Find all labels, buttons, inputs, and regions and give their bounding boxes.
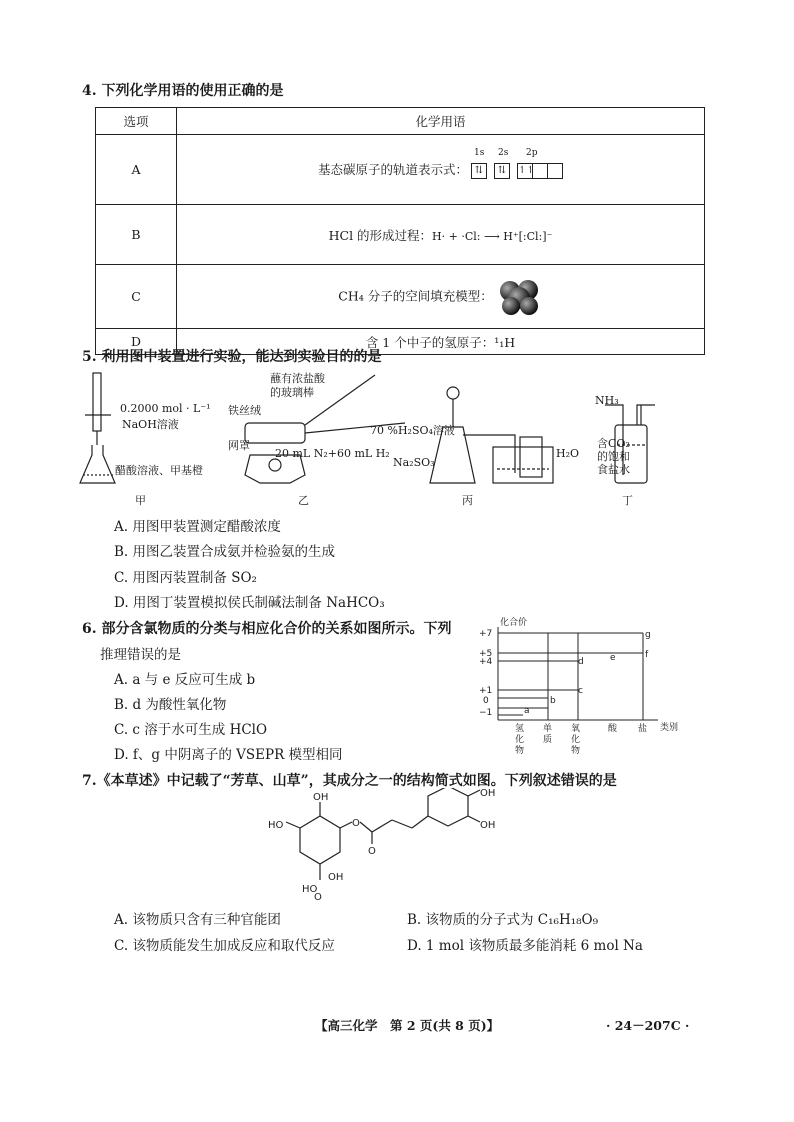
point-f: f [645, 650, 649, 660]
row-b-cell [177, 205, 705, 265]
svg-text:化: 化 [571, 735, 581, 745]
footer-code: · 24－207C · [606, 1018, 690, 1033]
label-rod2: 的玻璃棒 [270, 386, 314, 399]
q4-stem: 4. 下列化学用语的使用正确的是 [82, 83, 284, 99]
q6-option-a: A. a 与 e 反应可生成 b [114, 672, 256, 688]
q5-option-d: D. 用图丁装置模拟侯氏制碱法制备 NaHCO₃ [114, 595, 385, 611]
svg-text:氢: 氢 [515, 724, 525, 734]
point-e: e [610, 653, 616, 663]
ch4-space-filling-model [497, 277, 543, 317]
label-co2b: 的饱和 [597, 450, 630, 463]
label-na2so3: Na₂SO₃ [393, 456, 435, 469]
y-tick-m1: −1 [479, 708, 493, 718]
q7-stem: 7.《本草述》中记载了“芳草、山草”，其成分之一的结构简式如图。下列叙述错误的是 [82, 773, 617, 789]
q7-structure [260, 788, 510, 903]
orbital-box: ⇅ [494, 163, 510, 179]
footer-page: 【高三化学 第 2 页(共 8 页)】 [315, 1018, 500, 1033]
point-g: g [645, 630, 651, 640]
row-b-text: HCl 的形成过程： [328, 227, 433, 243]
orbital-label-2s: 2s [498, 148, 509, 159]
x-cat-salt: 盐 [638, 724, 648, 734]
label-oh-2: OH [480, 788, 496, 799]
table-header-term: 化学用语 [177, 108, 705, 135]
q6-stem: 6. 部分含氯物质的分类与相应化合价的关系如图所示。下列 [82, 621, 452, 637]
svg-text:物: 物 [571, 746, 581, 756]
row-a-opt: A [96, 135, 177, 205]
label-o-acid: O [314, 892, 322, 903]
label-h2o: H₂O [556, 447, 580, 460]
point-d: d [578, 657, 584, 667]
label-indicator: 醋酸溶液、甲基橙 [115, 464, 203, 477]
caption-bing: 丙 [462, 494, 473, 507]
q4-table [95, 107, 705, 355]
label-h2so4: 70 %H₂SO₄溶液 [370, 424, 455, 437]
q7-option-a: A. 该物质只含有三种官能团 [114, 912, 281, 928]
q7-option-d: D. 1 mol 该物质最多能消耗 6 mol Na [407, 938, 643, 954]
y-tick-0: 0 [483, 696, 489, 706]
y-tick-4: +4 [479, 657, 493, 667]
orbital-box [547, 163, 563, 179]
label-iron: 铁丝绒 [228, 404, 261, 417]
orbital-label-2p: 2p [526, 148, 538, 159]
label-o-carbonyl: O [368, 846, 376, 857]
y-tick-5: +5 [479, 649, 493, 659]
label-ho-2: HO [302, 884, 318, 895]
row-d-text: 含 1 个中子的氢原子：¹₁H [177, 329, 705, 355]
caption-ding: 丁 [622, 494, 633, 507]
point-c: c [578, 686, 583, 696]
label-co2: 含CO₂ [597, 437, 630, 450]
hcl-formation: H· + ·Cl: ⟶ H⁺[:Cl:]⁻ [432, 229, 553, 243]
label-nh3: NH₃ [595, 394, 619, 407]
q6-option-b: B. d 为酸性氧化物 [114, 697, 227, 713]
q7-option-b: B. 该物质的分子式为 C₁₆H₁₈O₉ [407, 912, 599, 928]
row-c-opt: C [96, 265, 177, 329]
label-ho-1: HO [268, 820, 284, 831]
q7-option-c: C. 该物质能发生加成反应和取代反应 [114, 938, 335, 954]
q5-option-c: C. 用图丙装置制备 SO₂ [114, 570, 257, 586]
label-co2c: 食盐水 [597, 463, 630, 476]
orbital-label-1s: 1s [474, 148, 485, 159]
label-o-ester: O [352, 818, 360, 829]
apparatus-jia [80, 373, 115, 483]
svg-text:质: 质 [543, 735, 553, 745]
chart-ylabel: 化合价 [500, 618, 528, 628]
orbital-box [532, 163, 548, 179]
caption-jia: 甲 [135, 494, 146, 507]
label-oh-1: OH [313, 792, 329, 803]
label-rod: 蘸有浓盐酸 [270, 372, 325, 385]
row-a-text: 基态碳原子的轨道表示式： [318, 162, 469, 178]
point-b: b [550, 696, 556, 706]
orbital-box: ⇅ [471, 163, 487, 179]
q6-option-d: D. f、g 中阴离子的 VSEPR 模型相同 [114, 747, 343, 763]
label-mesh: 网罩 [228, 439, 250, 452]
svg-text:化: 化 [515, 735, 525, 745]
label-oh-3: OH [480, 820, 496, 831]
q5-option-a: A. 用图甲装置测定醋酸浓度 [114, 519, 281, 535]
q5-stem: 5. 利用图中装置进行实验，能达到实验目的的是 [82, 349, 382, 365]
x-cat-acid: 酸 [608, 724, 618, 734]
svg-text:物: 物 [515, 746, 525, 756]
row-c-cell [177, 265, 705, 329]
row-d-opt: D [96, 329, 177, 355]
label-oh-4: OH [328, 872, 344, 883]
svg-text:氧: 氧 [571, 724, 581, 734]
q6-stem2: 推理错误的是 [100, 647, 181, 663]
orbital-diagram [472, 148, 563, 179]
row-a-cell [177, 135, 705, 205]
q6-valence-chart [478, 615, 688, 765]
chart-xlabel: 类别 [660, 723, 679, 733]
q5-option-b: B. 用图乙装置合成氨并检验氨的生成 [114, 544, 336, 560]
label-naoh-conc: 0.2000 mol · L⁻¹ [120, 402, 211, 415]
caption-yi: 乙 [298, 494, 309, 507]
label-gas-mix: 20 mL N₂+60 mL H₂ [275, 447, 390, 460]
y-tick-7: +7 [479, 629, 493, 639]
q6-option-c: C. c 溶于水可生成 HClO [114, 722, 268, 738]
orbital-box: ↿↿ [517, 163, 533, 179]
label-naoh: NaOH溶液 [122, 418, 179, 431]
point-a: a [524, 706, 530, 716]
row-c-text: CH₄ 分子的空间填充模型： [338, 288, 493, 303]
svg-text:单: 单 [543, 724, 553, 734]
y-tick-1: +1 [479, 686, 493, 696]
row-b-opt: B [96, 205, 177, 265]
table-header-option: 选项 [96, 108, 177, 135]
